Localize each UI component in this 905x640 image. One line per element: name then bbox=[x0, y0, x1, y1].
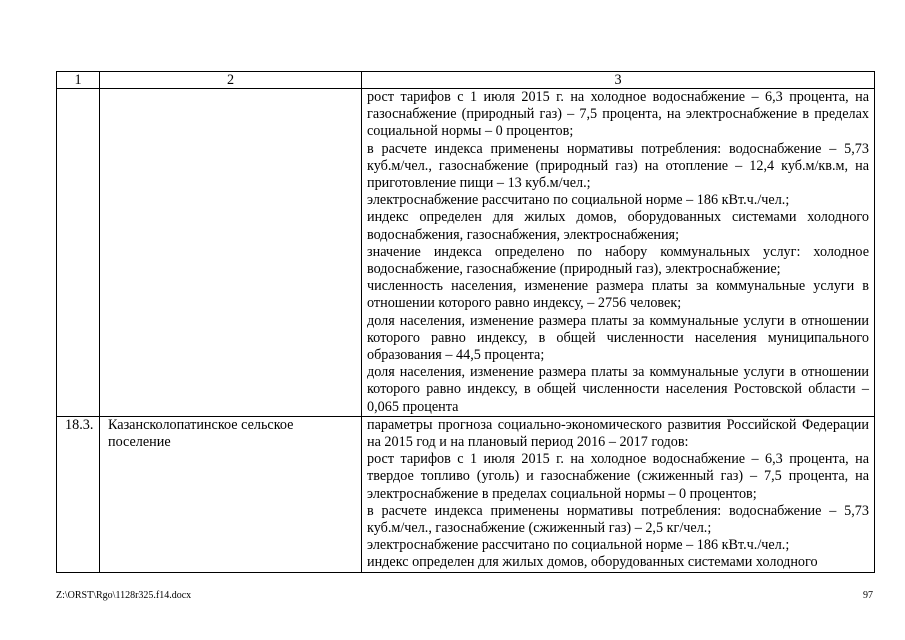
parameter-paragraph: рост тарифов с 1 июля 2015 г. на холодное водоснабжение – 6,3 процента, на твердое топливо (уголь) и газоснабжение (сжиженный газ) – 7,5 процента, на электроснабжение в пределах социальной нормы – 0 процентов; bbox=[367, 451, 869, 502]
footer-file-path: Z:\ORST\Rgo\1128r325.f14.docx bbox=[56, 590, 192, 601]
header-cell-3: 3 bbox=[362, 72, 875, 89]
table-row bbox=[57, 416, 875, 572]
parameters-cell bbox=[362, 89, 875, 417]
page-number: 97 bbox=[863, 590, 873, 601]
parameter-paragraph: индекс определен для жилых домов, оборудованных системами холодного bbox=[367, 554, 818, 571]
parameter-paragraph: в расчете индекса применены нормативы потребления: водоснабжение – 5,73 куб.м/чел., газоснабжение (природный газ) на отопление – 12,4 куб.м/кв.м, на приготовление пищи – 13 куб.м/чел.; bbox=[367, 140, 869, 192]
parameters-cell bbox=[362, 416, 875, 572]
table-row bbox=[57, 89, 875, 417]
municipality-name-cell: Казансколопатинское сельское поселение bbox=[100, 416, 362, 572]
table-header-row bbox=[57, 72, 875, 89]
document-table bbox=[56, 71, 875, 573]
parameter-paragraph: доля населения, изменение размера платы за коммунальные услуги в отношении которого равно индексу, в общей численности населения муниципального образования – 44,5 процента; bbox=[367, 312, 869, 364]
parameter-paragraph: параметры прогноза социально-экономического развития Российской Федерации на 2015 год и на плановый период 2016 – 2017 годов: bbox=[367, 416, 869, 451]
parameter-paragraph: численность населения, изменение размера платы за коммунальные услуги в отношении которого равно индексу, – 2756 человек; bbox=[367, 278, 869, 312]
row-number-cell bbox=[57, 89, 100, 417]
header-cell-1: 1 bbox=[57, 72, 100, 89]
parameter-paragraph: значение индекса определено по набору коммунальных услуг: холодное водоснабжение, газоснабжение (природный газ), электроснабжение; bbox=[367, 243, 869, 278]
row-number-cell: 18.3. bbox=[57, 416, 100, 572]
parameter-paragraph: индекс определен для жилых домов, оборудованных системами холодного водоснабжения, газоснабжения, электроснабжения; bbox=[367, 209, 869, 243]
municipality-name-cell bbox=[100, 89, 362, 417]
parameter-paragraph: электроснабжение рассчитано по социальной норме – 186 кВт.ч./чел.; bbox=[367, 537, 790, 554]
parameter-paragraph: электроснабжение рассчитано по социальной норме – 186 кВт.ч./чел.; bbox=[367, 192, 790, 209]
parameter-paragraph: в расчете индекса применены нормативы потребления: водоснабжение – 5,73 куб.м/чел., газоснабжение (сжиженный газ) – 2,5 кг/чел.; bbox=[367, 502, 869, 537]
parameter-paragraph: доля населения, изменение размера платы за коммунальные услуги в отношении которого равно индексу, в общей численности населения Ростовской области – 0,065 процента bbox=[367, 364, 869, 415]
parameter-paragraph: рост тарифов с 1 июля 2015 г. на холодное водоснабжение – 6,3 процента, на газоснабжение (природный газ) – 7,5 процента, на электроснабжение в пределах социальной нормы – 0 процентов; bbox=[367, 89, 869, 140]
header-cell-2: 2 bbox=[100, 72, 362, 89]
